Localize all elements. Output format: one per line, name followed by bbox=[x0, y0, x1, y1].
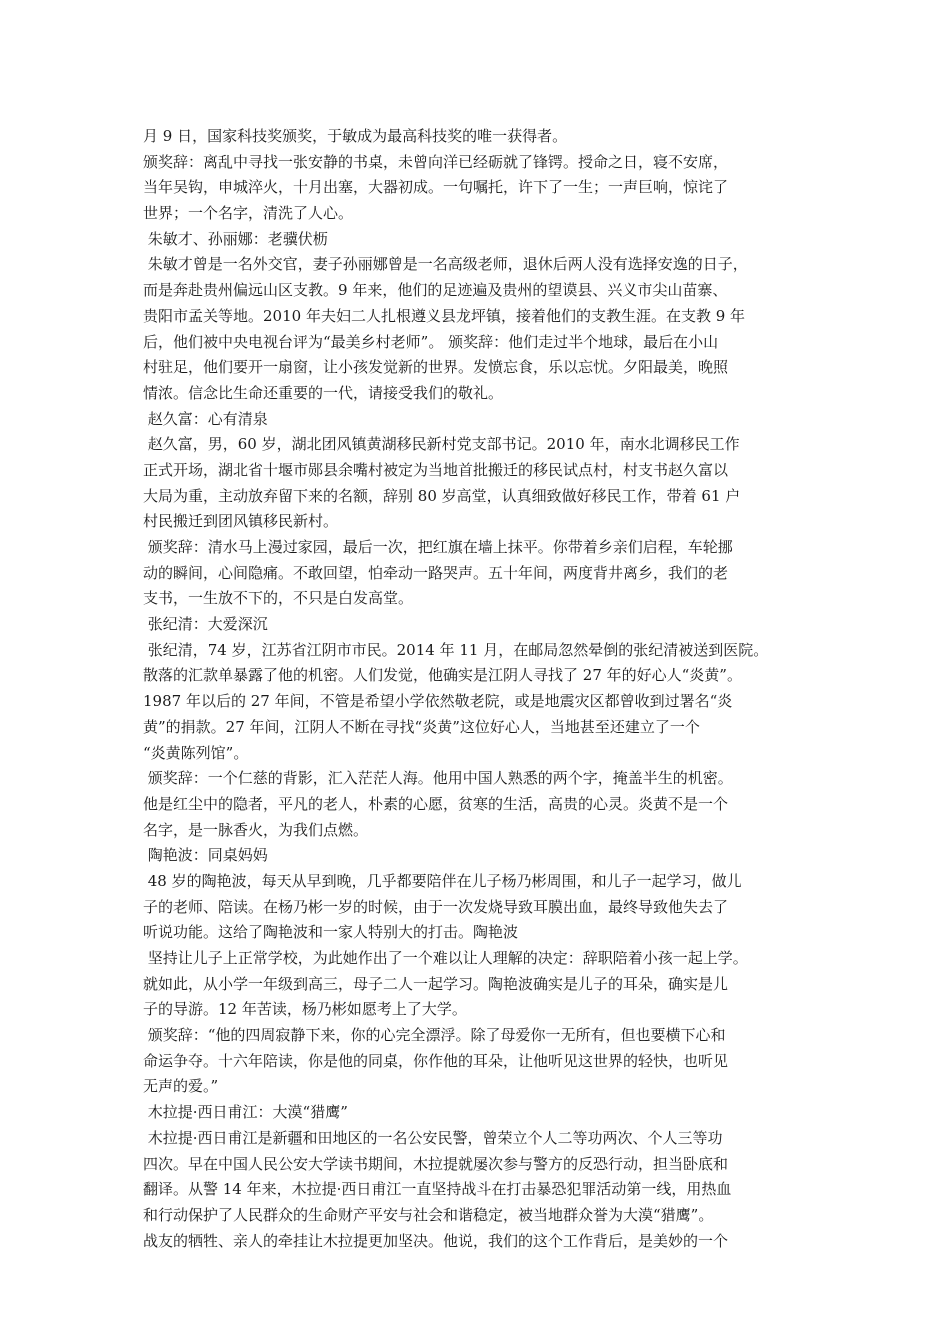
document-page bbox=[143, 124, 823, 1254]
text-line: 四次。早在中国人民公安大学读书期间，木拉提就屡次参与警方的反恐行动，担当卧底和 bbox=[143, 1154, 729, 1173]
text-line: 无声的爱。” bbox=[143, 1077, 219, 1096]
text-line: 颁奖辞：清水马上漫过家园，最后一次，把红旗在墙上抹平。你带着乡亲们启程，车轮挪 bbox=[143, 538, 733, 556]
text-line: 1987 年以后的 27 年间，不管是希望小学依然敬老院，或是地震灾区都曾收到过署名“炎 bbox=[143, 692, 733, 711]
text-line: 后，他们被中央电视台评为“最美乡村老师”。 颁奖辞：他们走过半个地球，最后在小山 bbox=[143, 332, 719, 351]
text-line: 颁奖辞：一个仁慈的背影，汇入茫茫人海。他用中国人熟悉的两个字，掩盖半生的机密。 bbox=[143, 769, 733, 788]
text-line: 情浓。信念比生命还重要的一代，请接受我们的敬礼。 bbox=[143, 383, 504, 402]
text-line: 战友的牺牲、亲人的牵挂让木拉提更加坚决。他说，我们的这个工作背后，是美妙的一个 bbox=[143, 1231, 729, 1250]
text-line: 命运争夺。十六年陪读，你是他的同桌，你作他的耳朵，让他听见这世界的轻快，也听见 bbox=[143, 1051, 729, 1070]
text-line: 名字，是一脉香火，为我们点燃。 bbox=[143, 820, 369, 839]
text-line: 张纪清：大爱深沉 bbox=[143, 615, 268, 634]
text-line: 村民搬迁到团风镇移民新村。 bbox=[143, 512, 339, 531]
text-line: 正式开场，湖北省十堰市郧县余嘴村被定为当地首批搬迁的移民试点村，村支书赵久富以 bbox=[143, 460, 729, 479]
text-line: 当年吴钩，申城淬火，十月出塞，大器初成。一句嘱托，许下了一生；一声巨响，惊诧了 bbox=[143, 178, 729, 197]
text-line: 就如此，从小学一年级到高三，母子二人一起学习。陶艳波确实是儿子的耳朵，确实是儿 bbox=[143, 974, 729, 993]
text-line: 颁奖辞：离乱中寻找一张安静的书桌，未曾向洋已经砺就了锋锷。授命之日，寝不安席， bbox=[143, 152, 729, 171]
text-line: 朱敏才曾是一名外交官，妻子孙丽娜曾是一名高级老师，退休后两人没有选择安逸的日子， bbox=[143, 255, 748, 274]
text-line: 48 岁的陶艳波，每天从早到晚，几乎都要陪伴在儿子杨乃彬周围，和儿子一起学习，做儿 bbox=[143, 871, 742, 890]
text-line: 子的导游。12 年苦读，杨乃彬如愿考上了大学。 bbox=[143, 1000, 467, 1019]
text-line: 颁奖辞：“他的四周寂静下来，你的心完全漂浮。除了母爱你一无所有，但也要横下心和 bbox=[143, 1026, 726, 1045]
text-line: 世界；一个名字，清洗了人心。 bbox=[143, 204, 354, 223]
text-line: 贵阳市孟关等地。2010 年夫妇二人扎根遵义县龙坪镇，接着他们的支教生涯。在支教 9 年 bbox=[143, 306, 746, 325]
text-line: 赵久富：心有清泉 bbox=[143, 409, 268, 428]
text-line: 动的瞬间，心间隐痛。不敢回望，怕牵动一路哭声。五十年间，两度背井离乡，我们的老 bbox=[143, 563, 729, 582]
text-line: 听说功能。这给了陶艳波和一家人特别大的打击。陶艳波 bbox=[143, 923, 519, 942]
text-line: 他是红尘中的隐者，平凡的老人，朴素的心愿，贫寒的生活，高贵的心灵。炎黄不是一个 bbox=[143, 794, 729, 813]
text-line: 村驻足，他们要开一扇窗，让小孩发觉新的世界。发愤忘食，乐以忘忧。夕阳最美，晚照 bbox=[143, 358, 729, 377]
text-line: 朱敏才、孙丽娜：老骥伏枥 bbox=[143, 229, 328, 248]
text-line: 黄”的捐款。27 年间，江阴人不断在寻找“炎黄”这位好心人，当地甚至还建立了一个 bbox=[143, 717, 700, 736]
text-line: 翻译。从警 14 年来，木拉提·西日甫江一直坚持战斗在打击暴恐犯罪活动第一线，用热血 bbox=[143, 1180, 732, 1199]
text-line: 木拉提·西日甫江：大漠“猎鹰” bbox=[143, 1103, 348, 1122]
text-line: 坚持让儿子上正常学校，为此她作出了一个难以让人理解的决定：辞职陪着小孩一起上学。 bbox=[143, 949, 748, 967]
text-line: 而是奔赴贵州偏远山区支教。9 年来，他们的足迹遍及贵州的望谟县、兴义市尖山苗寨、 bbox=[143, 281, 728, 300]
text-line: 赵久富，男，60 岁，湖北团风镇黄湖移民新村党支部书记。2010 年，南水北调移民工作 bbox=[143, 435, 740, 454]
text-line: 大局为重，主动放弃留下来的名额，辞别 80 岁高堂，认真细致做好移民工作，带着 61 户 bbox=[143, 486, 741, 505]
text-line: 散落的汇款单暴露了他的机密。人们发觉，他确实是江阴人寻找了 27 年的好心人“炎黄”。 bbox=[143, 666, 742, 685]
text-line: 月 9 日，国家科技奖颁奖，于敏成为最高科技奖的唯一获得者。 bbox=[143, 127, 568, 145]
text-line: “炎黄陈列馆”。 bbox=[143, 743, 249, 762]
text-line: 陶艳波：同桌妈妈 bbox=[143, 846, 268, 865]
text-line: 张纪清，74 岁，江苏省江阴市市民。2014 年 11 月，在邮局忽然晕倒的张纪清被送到医院。 bbox=[143, 640, 769, 659]
text-line: 和行动保护了人民群众的生命财产平安与社会和谐稳定，被当地群众誉为大漠“猎鹰”。 bbox=[143, 1205, 714, 1224]
text-line: 支书，一生放不下的，不只是白发高堂。 bbox=[143, 589, 414, 608]
text-line: 木拉提·西日甫江是新疆和田地区的一名公安民警，曾荣立个人二等功两次、个人三等功 bbox=[143, 1128, 723, 1147]
text-line: 子的老师、陪读。在杨乃彬一岁的时候，由于一次发烧导致耳膜出血，最终导致他失去了 bbox=[143, 897, 729, 916]
